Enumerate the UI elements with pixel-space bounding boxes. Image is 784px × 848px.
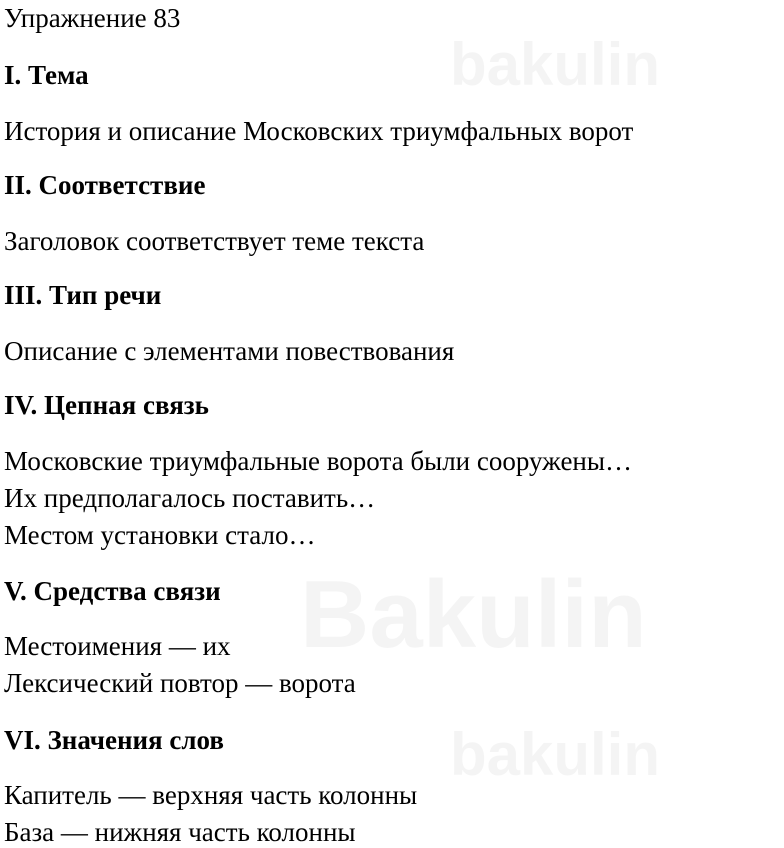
- section-text: Местом установки стало…: [4, 520, 316, 550]
- section-text: Их предполагалось поставить…: [4, 483, 376, 513]
- section-heading-means-of-connection: V. Средства связи: [4, 576, 221, 606]
- section-text: Капитель — верхняя часть колонны: [4, 780, 418, 810]
- section-text: Местоимения — их: [4, 631, 231, 661]
- exercise-title: Упражнение 83: [4, 3, 181, 33]
- watermark: [300, 560, 647, 670]
- section-heading-correspondence: II. Соответствие: [4, 170, 206, 200]
- section-text: Лексический повтор — ворота: [4, 668, 356, 698]
- section-text: Описание с элементами повествования: [4, 336, 455, 366]
- section-heading-word-meanings: VI. Значения слов: [4, 725, 224, 755]
- watermark: [450, 30, 660, 99]
- section-text: Московские триумфальные ворота были сооружены…: [4, 446, 633, 476]
- section-text: База — нижняя часть колонны: [4, 817, 356, 847]
- section-text: Заголовок соответствует теме текста: [4, 226, 425, 256]
- section-heading-chain-link: IV. Цепная связь: [4, 390, 209, 420]
- section-heading-speech-type: III. Тип речи: [4, 280, 162, 310]
- section-text: История и описание Московских триумфальных ворот: [4, 116, 634, 146]
- watermark: [450, 720, 660, 789]
- section-heading-topic: I. Тема: [4, 60, 89, 90]
